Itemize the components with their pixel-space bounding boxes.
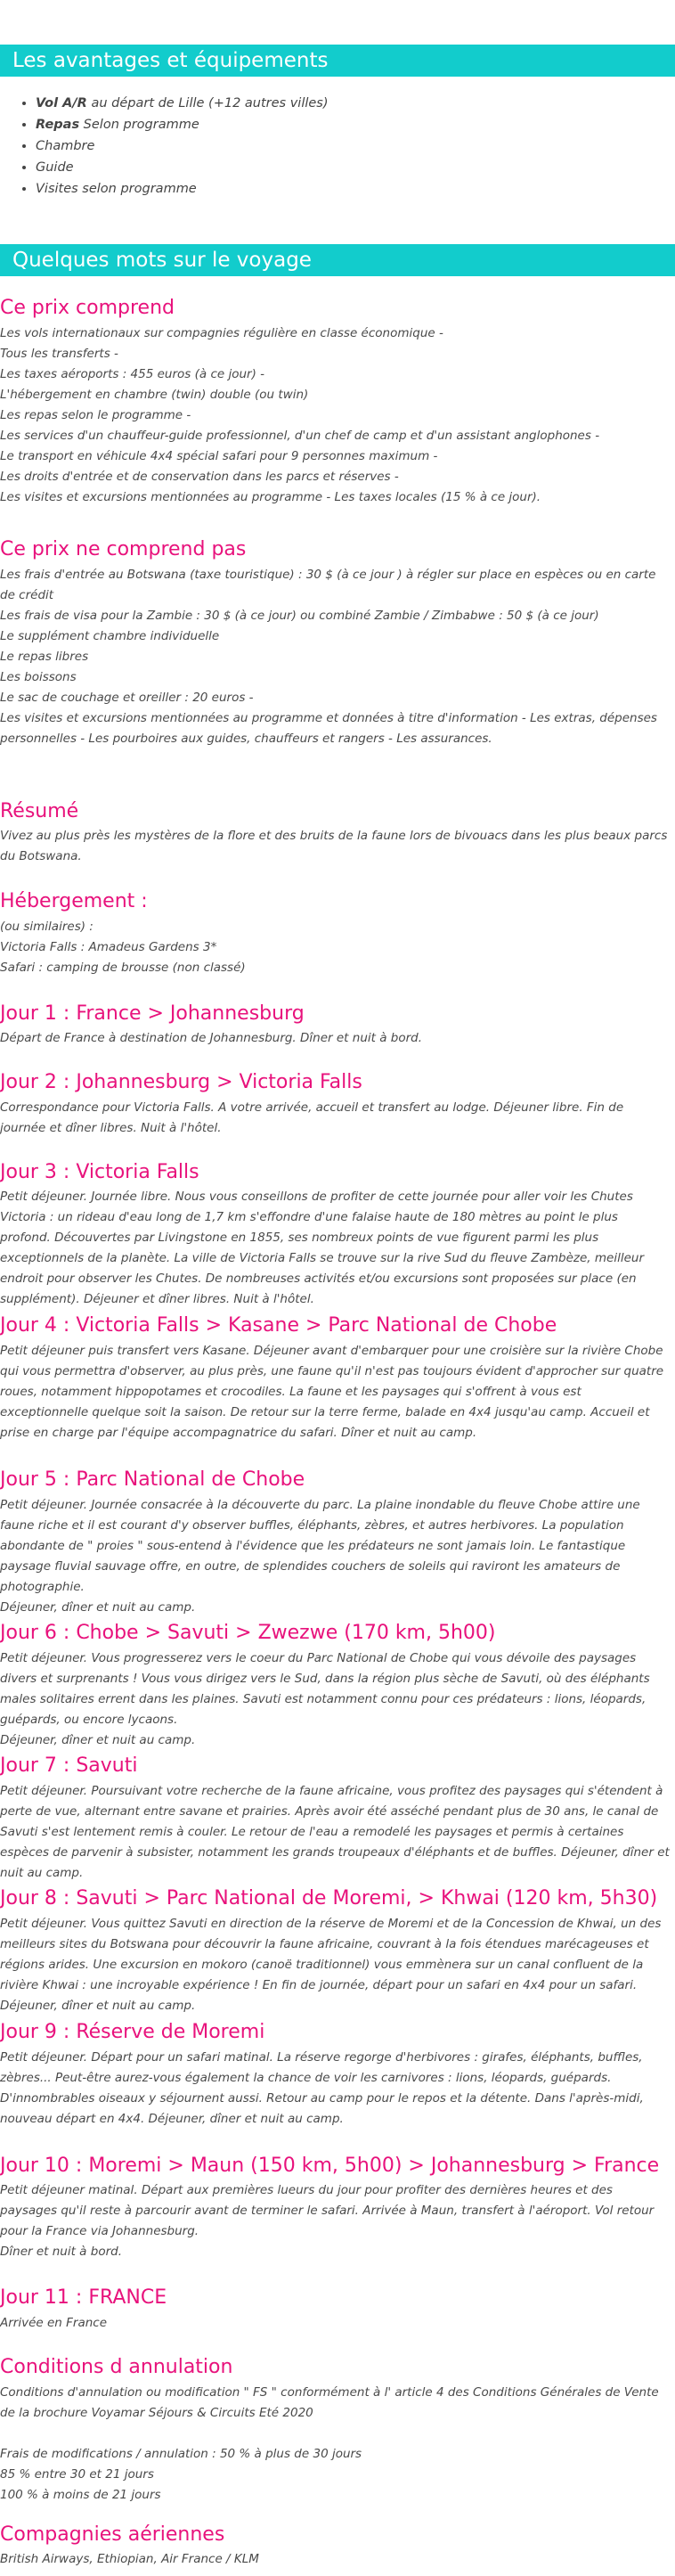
lodging-title: Hébergement : (0, 890, 148, 912)
day-text (0, 1187, 670, 1310)
features-item (36, 178, 329, 200)
includes-line: Les vols internationaux sur compagnies régulière en classe économique - (0, 326, 443, 340)
day-title: Jour 7 : Savuti (0, 1754, 138, 1777)
features-item (36, 93, 329, 114)
feature-text: Selon programme (79, 118, 199, 132)
feature-text: Guide (36, 160, 74, 175)
feature-bold: Repas (36, 118, 80, 132)
excludes-line: Le supplément chambre individuelle (0, 629, 220, 643)
includes-line: Les taxes aéroports : 455 euros (à ce jour) - (0, 367, 265, 381)
airlines-text (0, 2549, 670, 2570)
day-text (0, 2180, 670, 2262)
day-line: Petit déjeuner. Vous quittez Savuti en direction de la réserve de Moremi et de la Concession de Khwai, un des meilleurs sites du Botswana pour découvrir la faune africaine, couvrant à la fois étendues marécageuses et régions arides. Une excursion en mokoro (canoë traditionnel) vous emmènera sur un canal confluent de la rivière Khwai : une incroyable expérience ! En fin de journée, départ pour un safari en 4x4 pour un safari. Déjeuner, dîner et nuit au camp. (0, 1917, 662, 2013)
cancellation-title: Conditions d annulation (0, 2356, 233, 2378)
excludes-title: Ce prix ne comprend pas (0, 538, 247, 560)
day-title: Jour 3 : Victoria Falls (0, 1161, 199, 1183)
day-title: Jour 10 : Moremi > Maun (150 km, 5h00) > Johannesburg > France (0, 2155, 660, 2177)
about-banner: Quelques mots sur le voyage (0, 244, 675, 276)
day-text (0, 1781, 670, 1884)
includes-text (0, 323, 670, 508)
feature-text: Visites selon programme (36, 182, 197, 196)
airlines-line: British Airways, Ethiopian, Air France / KLM (0, 2552, 259, 2566)
features-list (0, 93, 329, 200)
day-text (0, 2048, 670, 2130)
day-line: Petit déjeuner. Journée libre. Nous vous conseillons de profiter de cette journée pour aller voir les Chutes Victoria : un rideau d'eau long de 1,7 km s'effondre d'une falaise haute de 180 mètres au point le plus profond. Découvertes par Livingstone en 1855, ses nombreux points de vue figurent parmi les plus exceptionnels de la planète. La ville de Victoria Falls se trouve sur la rive Sud du fleuve Zambèze, meilleur endroit pour observer les Chutes. De nombreuses activités et/ou excursions sont proposées sur place (en supplément). Déjeuner et dîner libres. Nuit à l'hôtel. (0, 1190, 645, 1306)
features-banner: Les avantages et équipements (0, 45, 675, 77)
excludes-line: Les frais de visa pour la Zambie : 30 $ (à ce jour) ou combiné Zambie / Zimbabwe : 50 $ (à ce jour) (0, 609, 599, 623)
day-line: Petit déjeuner matinal. Départ aux premières lueurs du jour pour profiter des dernières heures et des paysages qu'il reste à parcourir avant de terminer le safari. Arrivée à Maun, transfert à l'aéroport. Vol retour pour la France via Johannesburg. (0, 2183, 655, 2238)
lodging-line: Victoria Falls : Amadeus Gardens 3* (0, 940, 217, 954)
includes-line: Tous les transferts - (0, 347, 118, 361)
excludes-line: Le sac de couchage et oreiller : 20 euros - (0, 691, 254, 705)
features-item (36, 114, 329, 135)
day-text (0, 1914, 670, 2016)
day-line: Petit déjeuner puis transfert vers Kasane. Déjeuner avant d'embarquer pour une croisière sur la rivière Chobe qui vous permettra d'observer, au plus près, une faune qu'il n'est pas toujours évident d'approcher sur quatre roues, notamment hippopotames et crocodiles. La faune et les paysages qui s'offrent à vous est exceptionnelle quelque soit la saison. De retour sur la terre ferme, balade en 4x4 jusqu'au camp. Accueil et prise en charge par l'équipe accompagnatrice du safari. Dîner et nuit au camp. (0, 1344, 664, 1440)
day-title: Jour 5 : Parc National de Chobe (0, 1468, 305, 1491)
cancellation-line: 85 % entre 30 et 21 jours (0, 2467, 154, 2482)
lodging-line: (ou similaires) : (0, 920, 94, 934)
cancellation-text (0, 2383, 670, 2506)
day-text (0, 1648, 670, 1751)
excludes-line: Le repas libres (0, 650, 89, 664)
spacer (0, 2424, 670, 2444)
summary-line: Vivez au plus près les mystères de la flore et des bruits de la faune lors de bivouacs dans les plus beaux parcs du Botswana. (0, 829, 668, 863)
cancellation-line: 100 % à moins de 21 jours (0, 2488, 161, 2502)
excludes-line: Les boissons (0, 670, 77, 684)
day-text (0, 1341, 670, 1443)
excludes-line: Les visites et excursions mentionnées au programme et données à titre d'information - Les extras, dépenses personnelles - Les pourboires aux guides, chauffeurs et rangers - Les assurances. (0, 711, 657, 746)
day-line: Déjeuner, dîner et nuit au camp. (0, 1733, 196, 1747)
day-line: Petit déjeuner. Journée consacrée à la découverte du parc. La plaine inondable du fleuve Chobe attire une faune riche et il est courant d'y observer buffles, éléphants, zèbres, et autres herbivores. La population abondante de " proies " sous-entend à l'évidence que les prédateurs ne sont jamais loin. Le fantastique paysage fluvial sauvage offre, en outre, de splendides couchers de soleils qui raviront les amateurs de photographie. (0, 1498, 640, 1594)
feature-text: Chambre (36, 139, 95, 153)
day-text (0, 1495, 670, 1618)
day-title: Jour 4 : Victoria Falls > Kasane > Parc National de Chobe (0, 1314, 557, 1337)
day-line: Arrivée en France (0, 2316, 108, 2330)
lodging-text (0, 917, 670, 978)
summary-title: Résumé (0, 800, 79, 822)
day-text (0, 2313, 670, 2334)
features-item (36, 135, 329, 157)
day-title: Jour 9 : Réserve de Moremi (0, 2021, 265, 2043)
airlines-title: Compagnies aériennes (0, 2523, 225, 2546)
feature-bold: Vol A/R (36, 96, 87, 110)
day-title: Jour 2 : Johannesburg > Victoria Falls (0, 1071, 362, 1093)
excludes-line: Les frais d'entrée au Botswana (taxe touristique) : 30 $ (à ce jour ) à régler sur place en espèces ou en carte de crédit (0, 568, 656, 602)
features-item (36, 157, 329, 178)
day-line: Correspondance pour Victoria Falls. A votre arrivée, accueil et transfert au lodge. Déjeuner libre. Fin de journée et dîner libres. Nuit à l'hôtel. (0, 1100, 624, 1135)
day-text (0, 1098, 670, 1139)
day-title: Jour 11 : FRANCE (0, 2286, 167, 2309)
includes-line: Le transport en véhicule 4x4 spécial safari pour 9 personnes maximum - (0, 449, 438, 463)
feature-text: au départ de Lille (+12 autres villes) (86, 96, 329, 110)
day-title: Jour 8 : Savuti > Parc National de Moremi, > Khwai (120 km, 5h30) (0, 1887, 658, 1910)
day-line: Petit déjeuner. Poursuivant votre recherche de la faune africaine, vous profitez des paysages qui s'étendent à perte de vue, alternant entre savane et prairies. Après avoir été asséché pendant plus de 30 ans, le canal de Savuti s'est lentement remis à couler. Le retour de l'eau a remodelé les paysages et permis à certaines espèces de parvenir à subsister, notamment les grands troupeaux d'éléphants et de buffles. Déjeuner, dîner et nuit au camp. (0, 1784, 670, 1880)
includes-line: Les droits d'entrée et de conservation dans les parcs et réserves - (0, 470, 399, 484)
lodging-line: Safari : camping de brousse (non classé) (0, 961, 246, 975)
day-text (0, 1028, 670, 1049)
excludes-text (0, 565, 670, 749)
day-title: Jour 1 : France > Johannesburg (0, 1002, 305, 1025)
day-line: Départ de France à destination de Johannesburg. Dîner et nuit à bord. (0, 1031, 423, 1045)
includes-line: Les services d'un chauffeur-guide professionnel, d'un chef de camp et d'un assistant anglophones - (0, 429, 600, 443)
cancellation-intro: Conditions d'annulation ou modification " FS " conformément à l' article 4 des Conditions Générales de Vente de la brochure Voyamar Séjours & Circuits Eté 2020 (0, 2385, 659, 2420)
day-title: Jour 6 : Chobe > Savuti > Zwezwe (170 km, 5h00) (0, 1622, 496, 1644)
includes-line: Les visites et excursions mentionnées au programme - Les taxes locales (15 % à ce jour). (0, 490, 541, 504)
includes-title: Ce prix comprend (0, 297, 175, 319)
day-line: Petit déjeuner. Vous progresserez vers le coeur du Parc National de Chobe qui vous dévoile des paysages divers et surprenants ! Vous vous dirigez vers le Sud, dans la région plus sèche de Savuti, où des éléphants males solitaires errent dans les plaines. Savuti est notamment connu pour ces prédateurs : lions, léopards, guépards, ou encore lycaons. (0, 1651, 650, 1727)
includes-line: Les repas selon le programme - (0, 408, 191, 422)
summary-text (0, 826, 670, 867)
day-line: Déjeuner, dîner et nuit au camp. (0, 1600, 196, 1615)
day-line: Dîner et nuit à bord. (0, 2245, 122, 2259)
day-line: Petit déjeuner. Départ pour un safari matinal. La réserve regorge d'herbivores : girafes, éléphants, buffles, zèbres... Peut-être aurez-vous également la chance de voir les carnivores : lions, léopards, guépards. D'innombrables oiseaux y séjournent aussi. Retour au camp pour le repos et la détente. Dans l'après-midi, nouveau départ en 4x4. Déjeuner, dîner et nuit au camp. (0, 2050, 644, 2126)
includes-line: L'hébergement en chambre (twin) double (ou twin) (0, 388, 309, 402)
cancellation-line: Frais de modifications / annulation : 50 % à plus de 30 jours (0, 2447, 362, 2461)
